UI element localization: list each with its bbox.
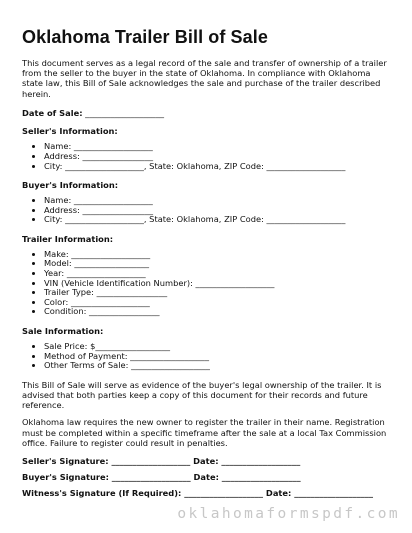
buyer-name-field[interactable]: • Name: ___________________: [44, 196, 390, 206]
buyer-list: [22, 196, 390, 225]
trailer-type-field[interactable]: • Trailer Type: _________________: [44, 288, 390, 298]
sale-list: [22, 342, 390, 371]
date-of-sale-line[interactable]: ___________________: [85, 107, 164, 118]
trailer-list: [22, 250, 390, 317]
date-of-sale-field: [22, 108, 390, 119]
document-title: Oklahoma Trailer Bill of Sale: [22, 27, 268, 47]
buyer-signature-line[interactable]: Buyer's Signature: ___________________ Date: ___________________: [22, 472, 301, 483]
trailer-condition-field[interactable]: • Condition: _________________: [44, 307, 390, 317]
evidence-paragraph: This Bill of Sale will serve as evidence of the buyer's legal ownership of the trailer. It is advised that both parties keep a copy of this document for their records and future reference.: [22, 379, 382, 411]
trailer-year-field[interactable]: • Year: ___________________: [44, 269, 390, 279]
seller-address-field[interactable]: • Address: _________________: [44, 152, 390, 162]
trailer-vin-field[interactable]: • VIN (Vehicle Identification Number): ___________________: [44, 279, 390, 289]
sale-heading: Sale Information:: [22, 326, 104, 337]
date-of-sale-label: Date of Sale:: [22, 107, 83, 118]
payment-method-field[interactable]: • Method of Payment: ___________________: [44, 352, 390, 362]
trailer-color-field[interactable]: • Color: ___________________: [44, 298, 390, 308]
sale-price-field[interactable]: • Sale Price: $__________________: [44, 342, 390, 352]
buyer-city-field[interactable]: • City: ___________________, State: Oklahoma, ZIP Code: ___________________: [44, 215, 390, 225]
buyer-address-field[interactable]: • Address: _________________: [44, 206, 390, 216]
seller-heading: Seller's Information:: [22, 126, 118, 137]
other-terms-field[interactable]: • Other Terms of Sale: ___________________: [44, 361, 390, 371]
trailer-model-field[interactable]: • Model: __________________: [44, 259, 390, 269]
seller-city-field[interactable]: • City: ___________________, State: Oklahoma, ZIP Code: ___________________: [44, 162, 390, 172]
trailer-heading: Trailer Information:: [22, 233, 114, 244]
registration-paragraph: Oklahoma law requires the new owner to register the trailer in their name. Registration must be completed within a specific timeframe after the sale at a local Tax Commission office. Failure to register could result in penalties.: [22, 417, 387, 448]
buyer-heading: Buyer's Information:: [22, 180, 119, 191]
trailer-make-field[interactable]: • Make: ___________________: [44, 250, 390, 260]
seller-signature-line[interactable]: Seller's Signature: ___________________ Date: ___________________: [22, 456, 301, 467]
intro-paragraph: This document serves as a legal record of the sale and transfer of ownership of a trailer from the seller to the buyer in the state of Oklahoma. In compliance with Oklahoma state law, this Bill of Sale acknowledges the sale and purchase of the trailer described herein.: [22, 58, 387, 99]
seller-name-field[interactable]: • Name: ___________________: [44, 142, 390, 152]
seller-list: [22, 142, 390, 171]
watermark: oklahomaformspdf.com: [177, 506, 400, 522]
witness-signature-line[interactable]: Witness's Signature (If Required): ___________________ Date: ___________________: [22, 488, 374, 499]
